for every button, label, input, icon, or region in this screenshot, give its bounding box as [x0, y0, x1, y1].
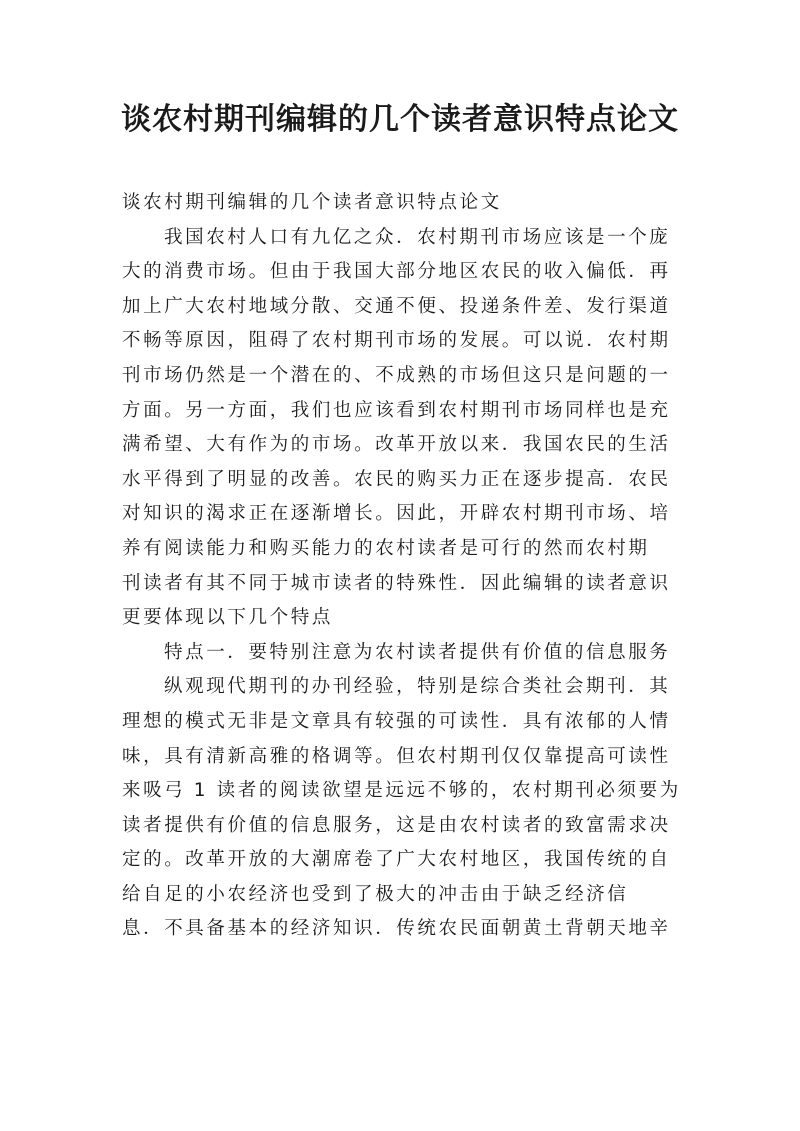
text-line: 水平得到了明显的改善。农民的购买力正在逐步提高．农民: [122, 468, 671, 490]
text-line: 谈农村期刊编辑的几个读者意识特点论文: [122, 192, 502, 213]
text-line: 读者提供有价值的信息服务，这是由农村读者的致富需求决: [122, 814, 671, 836]
text-line: 不畅等原因，阻碍了农村期刊市场的发展。可以说．农村期: [122, 330, 671, 352]
text-line: 来吸弓 1 读者的阅读欲望是远远不够的，农村期刊必须要为: [122, 780, 681, 802]
text-line: 更要体现以下几个特点: [122, 607, 334, 629]
text-line: 定的。改革开放的大潮席卷了广大农村地区，我国传统的自: [122, 849, 671, 871]
document-title: 谈农村期刊编辑的几个读者意识特点论文: [121, 102, 679, 137]
text-line: 刊读者有其不同于城市读者的特殊性．因此编辑的读者意识: [122, 572, 671, 594]
section-heading: 特点一．要特别注意为农村读者提供有价值的信息服务: [164, 641, 671, 663]
text-line: 养有阅读能力和购买能力的农村读者是可行的然而农村期: [122, 537, 650, 559]
text-line: 大的消费市场。但由于我国大部分地区农民的收入偏低．再: [122, 261, 671, 283]
text-line: 给自足的小农经济也受到了极大的冲击由于缺乏经济信: [122, 883, 629, 905]
text-line: 对知识的渴求正在逐渐增长。因此，开辟农村期刊市场、培: [122, 503, 671, 525]
text-line: 刊市场仍然是一个潜在的、不成熟的市场但这只是问题的一: [122, 364, 671, 386]
text-line: 加上广大农村地域分散、交通不便、投递条件差、发行渠道: [122, 295, 671, 317]
text-line: 方面。另一方面，我们也应该看到农村期刊市场同样也是充: [122, 399, 671, 421]
text-line: 我国农村人口有九亿之众．农村期刊市场应该是一个庞: [164, 226, 671, 248]
text-line: 满希望、大有作为的市场。改革开放以来．我国农民的生活: [122, 434, 671, 456]
text-line: 理想的模式无非是文章具有较强的可读性．具有浓郁的人情: [122, 710, 671, 732]
text-line: 息．不具备基本的经济知识．传统农民面朝黄土背朝天地辛: [122, 918, 671, 940]
text-line: 味，具有清新高雅的格调等。但农村期刊仅仅靠提高可读性: [122, 745, 671, 767]
text-line: 纵观现代期刊的办刊经验，特别是综合类社会期刊．其: [164, 676, 671, 698]
document-body: [122, 186, 690, 947]
